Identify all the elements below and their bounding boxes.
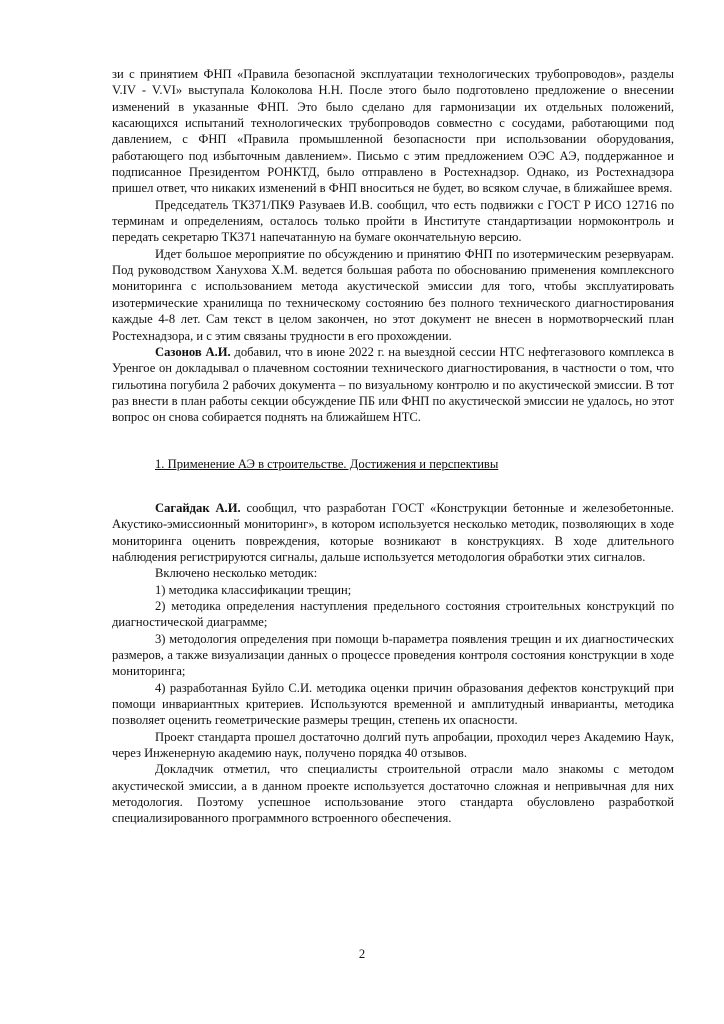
list-item: 2) методика определения наступления предельного состояния строительных конструкций по диагностической диаграмме;	[112, 598, 674, 630]
section-heading	[112, 456, 674, 472]
paragraph	[112, 500, 674, 565]
list-item: 3) методология определения при помощи b-параметра появления трещин и их диагностических размеров, а также визуализации данных о процессе проведения контроля состояния конструкции в ходе мониторинга;	[112, 631, 674, 679]
paragraph: Идет большое мероприятие по обсуждению и принятию ФНП по изотермическим резервуарам. Под руководством Ханухова Х.М. ведется большая работа по обоснованию применения комплексного мониторинга с использованием метода акустической эмиссии для того, чтобы эксплуатировать изотермические хранилища по техническому состоянию без полного технического диагностирования каждые 4-8 лет. Сам текст в целом закончен, но этот документ не внесен в нормотворческий план Ростехнадзора, и с этим связаны трудности в его прохождении.	[112, 246, 674, 343]
paragraph: зи с принятием ФНП «Правила безопасной эксплуатации технологических трубопроводов», разделы V.IV - V.VI» выступала Колоколова Н.Н. После этого было подготовлено предложение о внесении изменений в указанные ФНП. Это было сделано для гармонизации их отдельных положений, касающихся испытаний технологических трубопроводов совместно с сосудами, работающими под давлением, с ФНП «Правила промышленной безопасности при использовании оборудования, работающего под избыточным давлением». Письмо с этим предложением ОЭС АЭ, поддержанное и подписанное Президентом РОНКТД, было отправлено в Ростехнадзор. Однако, из Ростехнадзора пришел ответ, что никаких изменений в ФНП вноситься не будет, во всяком случае, в ближайшее время.	[112, 67, 674, 196]
section-heading-text: 1. Применение АЭ в строительстве. Достижения и перспективы	[155, 456, 499, 471]
speaker-name: Сазонов А.И.	[155, 344, 231, 359]
paragraph: Проект стандарта прошел достаточно долгий путь апробации, проходил через Академию Наук, через Инженерную академию наук, получено порядка 40 отзывов.	[112, 729, 674, 761]
list-item: 1) методика классификации трещин;	[155, 582, 352, 597]
paragraph	[112, 344, 674, 426]
paragraph-text: добавил, что в июне 2022 г. на выездной сессии НТС нефтегазового комплекса в Уренгое он докладывал о плачевном состоянии технического диагностирования, в частности о том, что гильотина погубила 2 рабочих документа – по визуальному контролю и по акустической эмиссии. В тот раз внести в план работы секции обсуждение ПБ или ФНП по акустической эмиссии не удалось, но этот вопрос он снова собирается поднять на ближайшем НТС.	[112, 344, 674, 425]
document-body	[112, 66, 674, 827]
page-number: 2	[358, 947, 366, 961]
paragraph: Включено несколько методик:	[155, 566, 318, 581]
paragraph: Председатель ТК371/ПК9 Разуваев И.В. сообщил, что есть подвижки с ГОСТ Р ИСО 12716 по терминам и определениям, осталось только пройти в Институте стандартизации нормоконтроль и передать секретарю ТК371 напечатанную на бумаге окончательную версию.	[112, 197, 674, 245]
speaker-name: Сагайдак А.И.	[155, 500, 241, 515]
paragraph: Докладчик отметил, что специалисты строительной отрасли мало знакомы с методом акустической эмиссии, а в данном проекте используется достаточно сложная и непривычная для них методология. Поэтому успешное использование этого стандарта обусловлено разработкой специализированного программного встроенного обеспечения.	[112, 762, 674, 826]
paragraph-text: сообщил, что разработан ГОСТ «Конструкции бетонные и железобетонные. Акустико-эмиссионный мониторинг», в котором используется несколько методик, позволяющих в ходе мониторинга оценить повреждения, которые возникают в конструкциях. В ходе длительного наблюдения регистрируются сигналы, дальше используется методология обработки этих сигналов.	[112, 500, 674, 564]
list-item: 4) разработанная Буйло С.И. методика оценки причин образования дефектов конструкций при помощи инвариантных критериев. Используются временной и амплитудный инварианты, методика позволяет оценить геометрические размеры трещин, степень их опасности.	[112, 680, 674, 728]
